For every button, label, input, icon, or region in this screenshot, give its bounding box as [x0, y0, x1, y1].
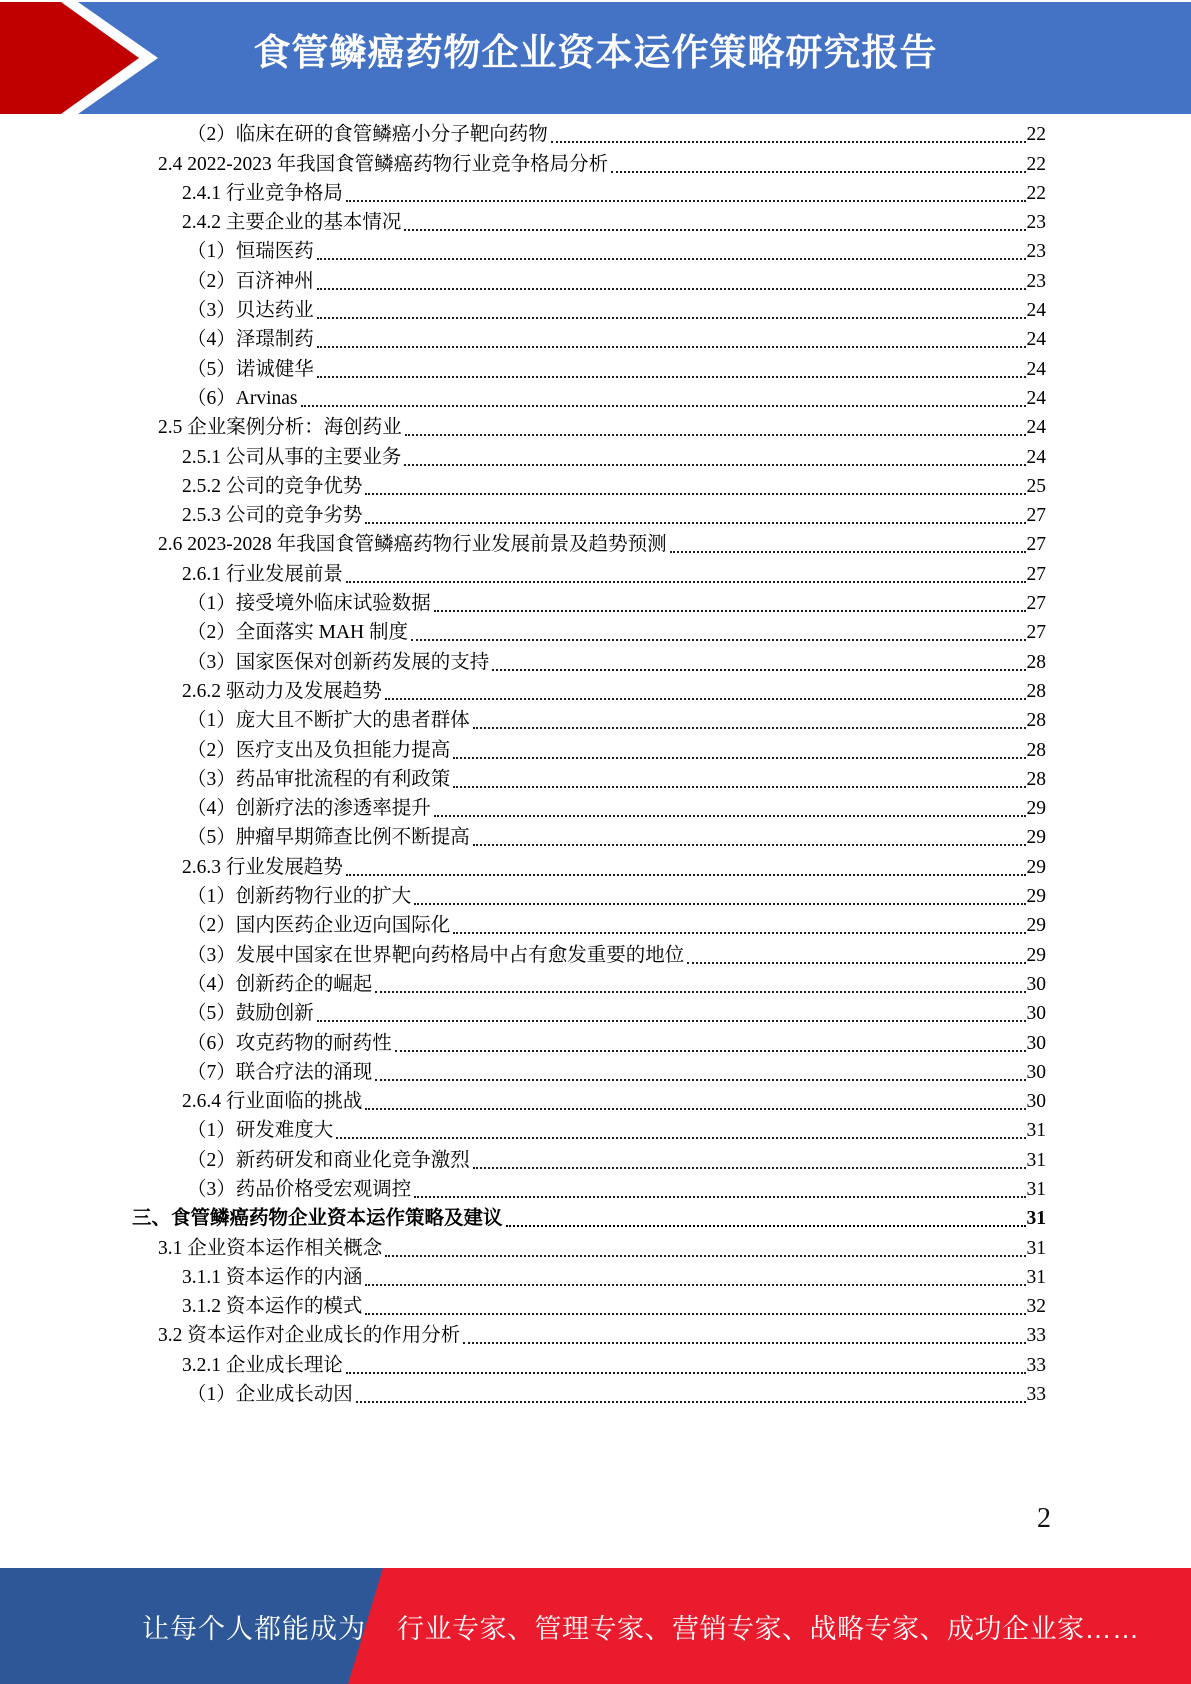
toc-leader-dots: [346, 874, 1026, 876]
toc-row[interactable]: [132, 236, 1046, 265]
toc-row[interactable]: [132, 353, 1046, 382]
toc-row[interactable]: [132, 734, 1046, 763]
toc-page-number: 30: [1026, 1003, 1046, 1025]
toc-entry-label: （4）创新药企的崛起: [187, 973, 373, 995]
toc-leader-dots: [365, 493, 1025, 495]
toc-entry-label: 3.1.2 资本运作的模式: [182, 1296, 363, 1318]
toc-page-number: 31: [1026, 1237, 1046, 1259]
toc-row[interactable]: [132, 910, 1046, 939]
toc-entry-label: （3）贝达药业: [187, 300, 314, 322]
toc-leader-dots: [414, 1196, 1025, 1198]
toc-page-number: 23: [1026, 270, 1046, 292]
toc-entry-label: 2.6 2023-2028 年我国食管鳞癌药物行业发展前景及趋势预测: [158, 534, 667, 556]
toc-leader-dots: [317, 1020, 1026, 1022]
toc-page-number: 24: [1026, 329, 1046, 351]
toc-row[interactable]: [132, 588, 1046, 617]
toc-leader-dots: [317, 258, 1026, 260]
toc-leader-dots: [365, 1284, 1025, 1286]
toc-leader-dots: [395, 1050, 1026, 1052]
toc-leader-dots: [473, 1167, 1026, 1169]
toc-leader-dots: [385, 1255, 1025, 1257]
toc-leader-dots: [346, 1372, 1026, 1374]
toc-row[interactable]: [132, 676, 1046, 705]
toc-entry-label: （5）肿瘤早期筛查比例不断提高: [187, 827, 470, 849]
toc-row[interactable]: [132, 1174, 1046, 1203]
toc-entry-label: （1）庞大且不断扩大的患者群体: [187, 710, 470, 732]
toc-entry-label: 2.5 企业案例分析：海创药业: [158, 417, 402, 439]
header-banner: [0, 2, 1191, 114]
toc-leader-dots: [453, 757, 1025, 759]
toc-row[interactable]: [132, 265, 1046, 294]
toc-leader-dots: [336, 1137, 1025, 1139]
toc-page-number: 29: [1026, 798, 1046, 820]
toc-page-number: 27: [1026, 563, 1046, 585]
toc-page-number: 32: [1026, 1296, 1046, 1318]
toc-row[interactable]: [132, 295, 1046, 324]
toc-leader-dots: [301, 405, 1026, 407]
toc-page-number: 30: [1026, 1091, 1046, 1113]
toc-entry-label: 3.2 资本运作对企业成长的作用分析: [158, 1325, 461, 1347]
toc-leader-dots: [506, 1225, 1026, 1227]
toc-entry-label: （1）研发难度大: [187, 1120, 334, 1142]
toc-leader-dots: [473, 844, 1026, 846]
toc-entry-label: （2）百济神州: [187, 270, 314, 292]
toc-row[interactable]: [132, 471, 1046, 500]
toc-page-number: 24: [1026, 417, 1046, 439]
toc-entry-label: （3）药品价格受宏观调控: [187, 1178, 412, 1200]
toc-leader-dots: [551, 141, 1026, 143]
toc-row[interactable]: [132, 1086, 1046, 1115]
toc-leader-dots: [434, 610, 1026, 612]
toc-row[interactable]: [132, 851, 1046, 880]
toc-entry-label: （2）临床在研的食管鳞癌小分子靶向药物: [187, 124, 548, 146]
toc-page-number: 22: [1026, 182, 1046, 204]
toc-leader-dots: [670, 551, 1026, 553]
toc-entry-label: 2.4 2022-2023 年我国食管鳞癌药物行业竞争格局分析: [158, 153, 609, 175]
toc-entry-label: 2.5.2 公司的竞争优势: [182, 475, 363, 497]
toc-leader-dots: [411, 639, 1025, 641]
toc-entry-label: （2）全面落实 MAH 制度: [187, 622, 409, 644]
toc-row[interactable]: [132, 529, 1046, 558]
toc-leader-dots: [356, 1401, 1026, 1403]
toc-page-number: 29: [1026, 856, 1046, 878]
toc-row[interactable]: [132, 1203, 1046, 1232]
toc-page-number: 25: [1026, 475, 1046, 497]
toc-page-number: 24: [1026, 446, 1046, 468]
toc-entry-label: （6）Arvinas: [187, 387, 298, 409]
toc-leader-dots: [365, 522, 1025, 524]
toc-entry-label: 3.2.1 企业成长理论: [182, 1354, 343, 1376]
toc-leader-dots: [385, 698, 1026, 700]
toc-row[interactable]: [132, 500, 1046, 529]
toc-row[interactable]: [132, 324, 1046, 353]
toc-entry-label: 2.5.1 公司从事的主要业务: [182, 446, 402, 468]
toc-leader-dots: [375, 991, 1025, 993]
toc-page-number: 27: [1026, 622, 1046, 644]
toc-page-number: 31: [1026, 1149, 1046, 1171]
toc-page-number: 28: [1026, 680, 1046, 702]
toc-page-number: 33: [1026, 1354, 1046, 1376]
toc-page-number: 30: [1026, 973, 1046, 995]
toc-leader-dots: [365, 1313, 1025, 1315]
toc-entry-label: （4）创新疗法的渗透率提升: [187, 798, 431, 820]
footer-slogan-right: 行业专家、管理专家、营销专家、战略专家、成功企业家……: [397, 1613, 1140, 1644]
toc-entry-label: （2）医疗支出及负担能力提高: [187, 739, 451, 761]
toc-row[interactable]: [132, 1291, 1046, 1320]
toc-page-number: 29: [1026, 886, 1046, 908]
toc-entry-label: 2.6.3 行业发展趋势: [182, 856, 343, 878]
toc-leader-dots: [463, 1342, 1025, 1344]
toc-leader-dots: [346, 200, 1026, 202]
toc-row[interactable]: [132, 822, 1046, 851]
toc-page-number: 28: [1026, 739, 1046, 761]
toc-page-number: 30: [1026, 1061, 1046, 1083]
toc-leader-dots: [453, 932, 1025, 934]
toc-page-number: 27: [1026, 534, 1046, 556]
toc-page-number: 28: [1026, 710, 1046, 732]
toc-row[interactable]: [132, 1320, 1046, 1349]
toc-row[interactable]: [132, 1057, 1046, 1086]
toc-row[interactable]: [132, 412, 1046, 441]
toc-entry-label: （4）泽璟制药: [187, 329, 314, 351]
toc-row[interactable]: [132, 646, 1046, 675]
toc-entry-label: （2）新药研发和商业化竞争激烈: [187, 1149, 470, 1171]
toc-page-number: 23: [1026, 212, 1046, 234]
toc-page-number: 33: [1026, 1384, 1046, 1406]
toc-row[interactable]: [132, 881, 1046, 910]
toc-entry-label: （6）攻克药物的耐药性: [187, 1032, 392, 1054]
toc-entry-label: （1）创新药物行业的扩大: [187, 886, 412, 908]
toc-row[interactable]: [132, 1232, 1046, 1261]
toc-row[interactable]: [132, 617, 1046, 646]
toc-entry-label: （5）诺诚健华: [187, 358, 314, 380]
toc-entry-label: 2.4.2 主要企业的基本情况: [182, 212, 402, 234]
toc-leader-dots: [375, 1079, 1025, 1081]
toc-page-number: 33: [1026, 1325, 1046, 1347]
toc-row[interactable]: [132, 1115, 1046, 1144]
toc-page-number: 27: [1026, 593, 1046, 615]
toc-row[interactable]: [132, 1262, 1046, 1291]
toc-row[interactable]: [132, 1027, 1046, 1056]
toc-row[interactable]: [132, 558, 1046, 587]
toc-leader-dots: [687, 962, 1025, 964]
footer-slogan-left: 让每个人都能成为: [142, 1613, 366, 1644]
toc-page-number: 31: [1026, 1208, 1046, 1230]
toc-row[interactable]: [132, 1144, 1046, 1173]
toc-leader-dots: [434, 815, 1026, 817]
toc-page-number: 22: [1026, 153, 1046, 175]
toc-leader-dots: [611, 171, 1025, 173]
toc-entry-label: 3.1.1 资本运作的内涵: [182, 1266, 363, 1288]
toc-leader-dots: [317, 288, 1026, 290]
toc-entry-label: （1）接受境外临床试验数据: [187, 593, 431, 615]
toc-row[interactable]: [132, 1379, 1046, 1408]
toc-entry-label: 2.6.2 驱动力及发展趋势: [182, 680, 382, 702]
toc-page-number: 30: [1026, 1032, 1046, 1054]
toc-page-number: 31: [1026, 1266, 1046, 1288]
toc-row[interactable]: [132, 705, 1046, 734]
toc-row[interactable]: [132, 148, 1046, 177]
report-title: 食管鳞癌药物企业资本运作策略研究报告: [253, 32, 938, 73]
toc-leader-dots: [317, 376, 1026, 378]
toc-page-number: 31: [1026, 1120, 1046, 1142]
toc-page-number: 29: [1026, 944, 1046, 966]
toc-page-number: 31: [1026, 1178, 1046, 1200]
toc-leader-dots: [317, 346, 1026, 348]
toc-row[interactable]: [132, 969, 1046, 998]
toc-list: [132, 119, 1046, 1408]
toc-entry-label: 2.5.3 公司的竞争劣势: [182, 505, 363, 527]
toc-entry-label: （3）发展中国家在世界靶向药格局中占有愈发重要的地位: [187, 944, 685, 966]
toc-entry-label: 2.6.4 行业面临的挑战: [182, 1091, 363, 1113]
toc-page-number: 23: [1026, 241, 1046, 263]
toc-page-number: 28: [1026, 768, 1046, 790]
toc-entry-label: （7）联合疗法的涌现: [187, 1061, 373, 1083]
toc-row[interactable]: [132, 441, 1046, 470]
toc-leader-dots: [404, 464, 1025, 466]
toc-leader-dots: [453, 786, 1025, 788]
toc-entry-label: （1）恒瑞医药: [187, 241, 314, 263]
toc-page-number: 27: [1026, 505, 1046, 527]
toc-leader-dots: [404, 229, 1025, 231]
toc-leader-dots: [492, 669, 1025, 671]
toc-leader-dots: [405, 434, 1026, 436]
toc-row[interactable]: [132, 207, 1046, 236]
toc-row[interactable]: [132, 939, 1046, 968]
toc-page-number: 29: [1026, 915, 1046, 937]
toc-leader-dots: [414, 903, 1025, 905]
toc-entry-label: （3）药品审批流程的有利政策: [187, 768, 451, 790]
toc-entry-label: （5）鼓励创新: [187, 1003, 314, 1025]
toc-leader-dots: [346, 581, 1026, 583]
toc-entry-label: （3）国家医保对创新药发展的支持: [187, 651, 490, 673]
toc-entry-label: （1）企业成长动因: [187, 1384, 353, 1406]
toc-row[interactable]: [132, 793, 1046, 822]
toc-entry-label: 3.1 企业资本运作相关概念: [158, 1237, 383, 1259]
toc-entry-label: 2.6.1 行业发展前景: [182, 563, 343, 585]
toc-leader-dots: [317, 317, 1026, 319]
page-number: 2: [1037, 1503, 1051, 1534]
toc-entry-label: 2.4.1 行业竞争格局: [182, 182, 343, 204]
toc-leader-dots: [365, 1108, 1025, 1110]
toc-page-number: 24: [1026, 387, 1046, 409]
footer-band: [0, 1568, 1191, 1684]
toc-leader-dots: [473, 727, 1026, 729]
toc-row[interactable]: [132, 178, 1046, 207]
toc-page-number: 28: [1026, 651, 1046, 673]
toc-entry-label: （2）国内医药企业迈向国际化: [187, 915, 451, 937]
toc-entry-label: 三、食管鳞癌药物企业资本运作策略及建议: [132, 1208, 503, 1230]
toc-row[interactable]: [132, 764, 1046, 793]
toc-page-number: 29: [1026, 827, 1046, 849]
toc-row[interactable]: [132, 119, 1046, 148]
toc-page-number: 24: [1026, 300, 1046, 322]
toc-row[interactable]: [132, 1349, 1046, 1378]
toc-row[interactable]: [132, 383, 1046, 412]
toc-page-number: 22: [1026, 124, 1046, 146]
toc-row[interactable]: [132, 998, 1046, 1027]
toc-page-number: 24: [1026, 358, 1046, 380]
